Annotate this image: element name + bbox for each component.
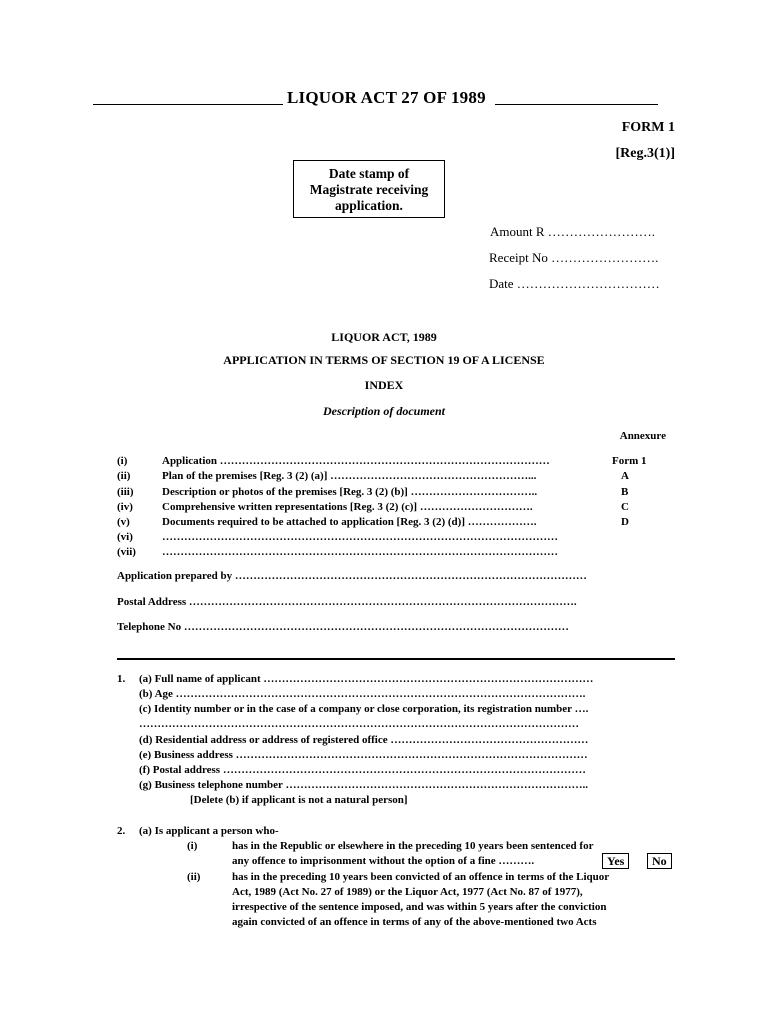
question-ii-line-4: again convicted of an offence in terms of any of the above-mentioned two Acts bbox=[232, 916, 597, 928]
index-row-1-annex: Form 1 bbox=[612, 455, 647, 467]
full-name-field[interactable]: (a) Full name of applicant ……………………………………………………………………………… bbox=[139, 673, 594, 685]
telephone-field[interactable]: Telephone No …………………………………………………………………………………………… bbox=[117, 621, 569, 633]
receipt-number-field[interactable]: Receipt No ……………………. bbox=[489, 250, 659, 265]
annexure-heading: Annexure bbox=[619, 430, 666, 442]
index-row-7-text[interactable]: ……………………………………………………………………………………………… bbox=[162, 546, 558, 558]
description-heading: Description of document bbox=[323, 404, 445, 418]
section-1-number: 1. bbox=[117, 673, 126, 685]
page-title: LIQUOR ACT 27 OF 1989 bbox=[287, 88, 486, 107]
question-ii-line-2: Act, 1989 (Act No. 27 of 1989) or the Liquor Act, 1977 (Act No. 87 of 1977), bbox=[232, 886, 583, 898]
section-2-number: 2. bbox=[117, 825, 126, 837]
prepared-by-field[interactable]: Application prepared by …………………………………………………………………………………… bbox=[117, 570, 587, 582]
stamp-line-2: Magistrate receiving bbox=[309, 182, 429, 197]
question-ii-line-3: irrespective of the sentence imposed, and was within 5 years after the conviction bbox=[232, 901, 607, 913]
business-telephone-field[interactable]: (g) Business telephone number ……………………………………………………………………….. bbox=[139, 779, 588, 791]
index-row-4-num: (iv) bbox=[117, 501, 133, 513]
form-number: FORM 1 bbox=[621, 120, 675, 135]
index-row-3-text: Description or photos of the premises [Reg. 3 (2) (b)] …………………………….. bbox=[162, 486, 538, 498]
residential-address-field[interactable]: (d) Residential address or address of registered office ……………………………………………… bbox=[139, 734, 589, 746]
business-address-field[interactable]: (e) Business address …………………………………………………………………………………… bbox=[139, 749, 588, 761]
index-row-6-num: (vi) bbox=[117, 531, 133, 543]
delete-note: [Delete (b) if applicant is not a natural person] bbox=[190, 794, 408, 806]
age-field[interactable]: (b) Age …………………………………………………………………………………………………. bbox=[139, 688, 586, 700]
index-row-4-text: Comprehensive written representations [Reg. 3 (2) (c)] …………………………. bbox=[162, 501, 533, 513]
date-stamp-box bbox=[293, 160, 445, 218]
index-row-5-annex: D bbox=[621, 516, 629, 528]
date-field[interactable]: Date …………………………… bbox=[489, 276, 660, 291]
application-heading: APPLICATION IN TERMS OF SECTION 19 OF A LICENSE bbox=[223, 353, 545, 367]
stamp-line-3: application. bbox=[335, 198, 403, 213]
index-row-1-text: Application ……………………………………………………………………………… bbox=[162, 455, 550, 467]
identity-number-field[interactable]: (c) Identity number or in the case of a company or close corporation, its registration number …. bbox=[139, 703, 589, 715]
index-heading: INDEX bbox=[364, 378, 404, 392]
section-divider bbox=[117, 658, 675, 660]
index-row-5-num: (v) bbox=[117, 516, 130, 528]
question-ii-number: (ii) bbox=[187, 871, 201, 883]
index-row-1-num: (i) bbox=[117, 455, 128, 467]
index-row-2-text: Plan of the premises [Reg. 3 (2) (a)] ………………………………………………... bbox=[162, 470, 537, 482]
title-underline-left bbox=[93, 104, 283, 105]
question-i-line-2: any offence to imprisonment without the option of a fine ………. bbox=[232, 855, 535, 867]
title-underline-right bbox=[495, 104, 658, 105]
yes-checkbox[interactable]: Yes bbox=[602, 853, 629, 869]
index-row-6-text[interactable]: ……………………………………………………………………………………………… bbox=[162, 531, 558, 543]
act-heading: LIQUOR ACT, 1989 bbox=[331, 330, 437, 344]
regulation-ref: [Reg.3(1)] bbox=[615, 146, 675, 161]
question-i-line-1: has in the Republic or elsewhere in the preceding 10 years been sentenced for bbox=[232, 840, 594, 852]
question-i-number: (i) bbox=[187, 840, 198, 852]
index-row-3-annex: B bbox=[621, 486, 629, 498]
amount-field[interactable]: Amount R ……………………. bbox=[490, 224, 656, 239]
index-row-5-text: Documents required to be attached to application [Reg. 3 (2) (d)] ………………. bbox=[162, 516, 537, 528]
section-2-question: (a) Is applicant a person who- bbox=[139, 825, 279, 837]
postal-address-applicant-field[interactable]: (f) Postal address ……………………………………………………………………………………… bbox=[139, 764, 586, 776]
index-row-2-num: (ii) bbox=[117, 470, 131, 482]
identity-number-continuation[interactable]: ………………………………………………………………………………………………………… bbox=[139, 718, 579, 730]
question-ii-line-1: has in the preceding 10 years been convicted of an offence in terms of the Liquor bbox=[232, 871, 610, 883]
no-checkbox[interactable]: No bbox=[647, 853, 672, 869]
index-row-2-annex: A bbox=[621, 470, 629, 482]
index-row-3-num: (iii) bbox=[117, 486, 134, 498]
stamp-line-1: Date stamp of bbox=[328, 166, 410, 181]
index-row-4-annex: C bbox=[621, 501, 629, 513]
index-row-7-num: (vii) bbox=[117, 546, 136, 558]
postal-address-field[interactable]: Postal Address ……………………………………………………………………………………………. bbox=[117, 596, 577, 608]
